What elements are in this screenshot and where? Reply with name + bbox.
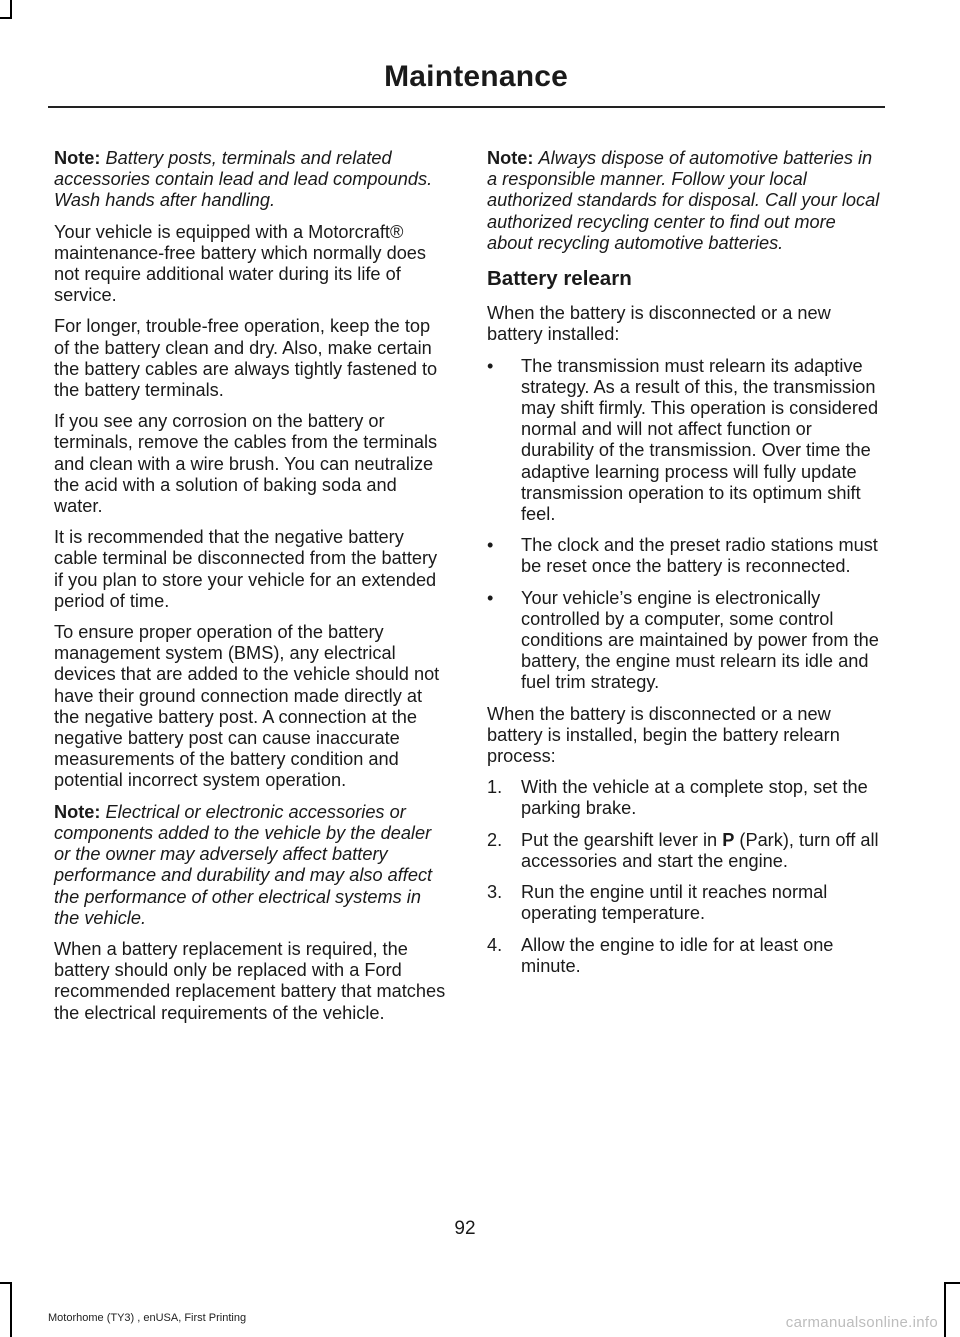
left-column <box>54 148 450 1034</box>
paragraph: If you see any corrosion on the battery or terminals, remove the cables from the terminals and clean with a wire brush. You can neutralize the acid with a solution of baking soda and water. <box>54 411 438 517</box>
crop-mark-bottom-left <box>10 1282 12 1337</box>
note-label: Note: <box>54 148 101 168</box>
step-text-post: (Park), turn off all accessories and start the engine. <box>521 829 879 871</box>
bullet-marker: • <box>487 587 494 608</box>
step-text-pre: Put the gearshift lever in <box>521 829 723 850</box>
page-number: 92 <box>454 1218 476 1239</box>
page-title: Maintenance <box>384 60 568 93</box>
list-item <box>487 356 882 526</box>
note-battery-disposal <box>487 148 882 254</box>
paragraph: When the battery is disconnected or a new battery installed: <box>487 303 831 345</box>
crop-mark-bottom-right-h <box>944 1282 960 1284</box>
step-item <box>487 882 882 924</box>
numbered-steps <box>487 777 882 977</box>
watermark: carmanualsonline.info <box>785 1314 938 1331</box>
step-item <box>487 935 882 977</box>
step-text: Allow the engine to idle for at least one minute. <box>521 934 834 976</box>
crop-mark-bottom-left-h <box>0 1282 12 1284</box>
list-item-text: Your vehicle’s engine is electronically controlled by a computer, some control conditions are maintained by power from the battery, the engine must relearn its idle and fuel trim strategy. <box>521 587 879 693</box>
step-item <box>487 830 882 872</box>
step-text: Run the engine until it reaches normal operating temperature. <box>521 882 828 924</box>
list-item-text: The clock and the preset radio stations must be reset once the battery is reconnected. <box>521 535 878 577</box>
paragraph: When a battery replacement is required, the battery should only be replaced with a Ford recommended replacement battery that matches the electrical requirements of the vehicle. <box>54 938 446 1023</box>
note-electrical-accessories <box>54 802 450 929</box>
crop-mark-bottom-right <box>944 1282 946 1337</box>
paragraph: Your vehicle is equipped with a Motorcraft® maintenance-free battery which normally does not require additional water during its life of service. <box>54 221 427 306</box>
note-text: Electrical or electronic accessories or components added to the vehicle by the dealer or the owner may adversely affect battery performance and durability and may also affect the performance of other electrical systems in the vehicle. <box>54 801 433 928</box>
list-item <box>487 535 882 577</box>
list-item <box>487 588 882 694</box>
paragraph: To ensure proper operation of the battery management system (BMS), any electrical devices that are added to the vehicle should not have their ground connection made directly at the negative battery post. A connection at the negative battery post can cause inaccurate measurements of the battery condition and potential incorrect system operation. <box>54 622 440 791</box>
bullet-list <box>487 356 882 694</box>
bullet-marker: • <box>487 535 494 556</box>
step-number: 1. <box>487 777 503 798</box>
step-text: With the vehicle at a complete stop, set the parking brake. <box>521 777 868 819</box>
footer-text: Motorhome (TY3) , enUSA, First Printing <box>48 1312 247 1324</box>
bullet-marker: • <box>487 355 494 376</box>
crop-mark-top-left-h <box>0 17 12 19</box>
list-item-text: The transmission must relearn its adaptive strategy. As a result of this, the transmission may shift firmly. This operation is considered normal and will not affect function or durability of the transmission. Over time the adaptive learning process will fully update transmission operation to its optimum shift feel. <box>521 355 879 525</box>
right-column <box>487 148 882 987</box>
step-number: 2. <box>487 829 503 850</box>
header-divider <box>48 106 885 108</box>
step-item <box>487 777 882 819</box>
step-number: 4. <box>487 934 503 955</box>
park-symbol: P <box>722 829 735 850</box>
note-battery-lead <box>54 148 450 212</box>
note-text: Always dispose of automotive batteries in a responsible manner. Follow your local authorized standards for disposal. Call your local authorized recycling center to find out more about recycling automotive batteries. <box>487 148 880 253</box>
note-label: Note: <box>54 801 101 822</box>
note-text: Battery posts, terminals and related accessories contain lead and lead compounds. Wash hands after handling. <box>54 148 433 211</box>
paragraph: It is recommended that the negative battery cable terminal be disconnected from the battery if you plan to store your vehicle for an extended period of time. <box>54 527 438 611</box>
crop-mark-top-left <box>10 0 12 18</box>
paragraph: For longer, trouble-free operation, keep the top of the battery clean and dry. Also, make certain the battery cables are always tightly fastened to the battery terminals. <box>54 316 438 401</box>
section-heading-battery-relearn: Battery relearn <box>487 267 632 291</box>
note-label: Note: <box>487 148 534 168</box>
paragraph: When the battery is disconnected or a new battery is installed, begin the battery relearn process: <box>487 703 840 767</box>
step-number: 3. <box>487 882 503 903</box>
